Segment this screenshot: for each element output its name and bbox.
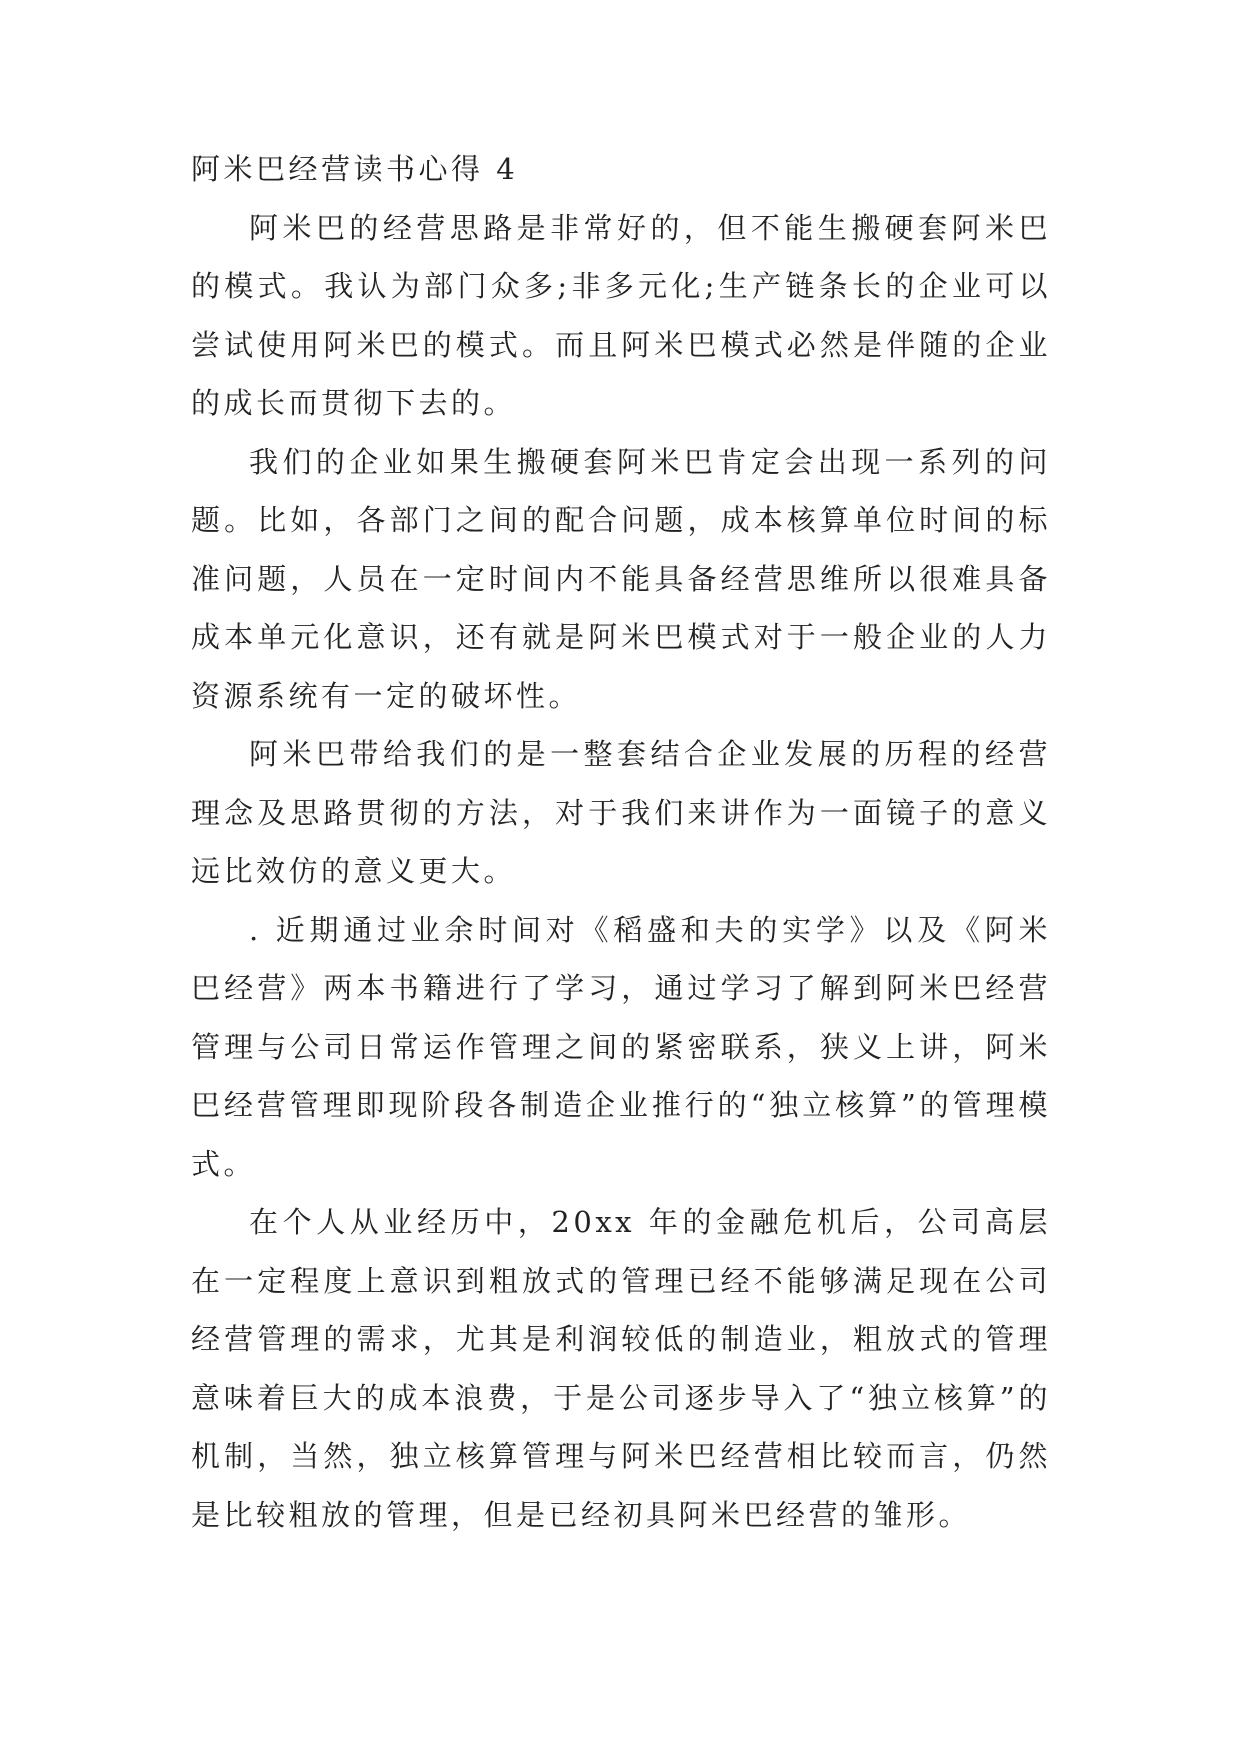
paragraph-2: 我们的企业如果生搬硬套阿米巴肯定会出现一系列的问题。比如，各部门之间的配合问题，成本核算单位时间的标准问题，人员在一定时间内不能具备经营思维所以很难具备成本单元化意识，还有就是阿米巴模式对于一般企业的人力资源系统有一定的破坏性。	[191, 444, 1051, 713]
document-title: 阿米巴经营读书心得 4	[191, 152, 519, 186]
paragraph-5: 在个人从业经历中，20xx 年的金融危机后，公司高层在一定程度上意识到粗放式的管理已经不能够满足现在公司经营管理的需求，尤其是利润较低的制造业，粗放式的管理意味着巨大的成本浪费，于是公司逐步导入了“独立核算”的机制，当然，独立核算管理与阿米巴经营相比较而言，仍然是比较粗放的管理，但是已经初具阿米巴经营的雏形。	[191, 1205, 1051, 1532]
document-body	[191, 140, 1051, 1544]
paragraph-3: 阿米巴带给我们的是一整套结合企业发展的历程的经营理念及思路贯彻的方法，对于我们来讲作为一面镜子的意义远比效仿的意义更大。	[191, 737, 1051, 888]
paragraph-1: 阿米巴的经营思路是非常好的，但不能生搬硬套阿米巴的模式。我认为部门众多;非多元化;生产链条长的企业可以尝试使用阿米巴的模式。而且阿米巴模式必然是伴随的企业的成长而贯彻下去的。	[191, 210, 1051, 420]
paragraph-4: . 近期通过业余时间对《稻盛和夫的实学》以及《阿米巴经营》两本书籍进行了学习，通过学习了解到阿米巴经营管理与公司日常运作管理之间的紧密联系，狭义上讲，阿米巴经营管理即现阶段各制造企业推行的“独立核算”的管理模式。	[191, 912, 1051, 1181]
